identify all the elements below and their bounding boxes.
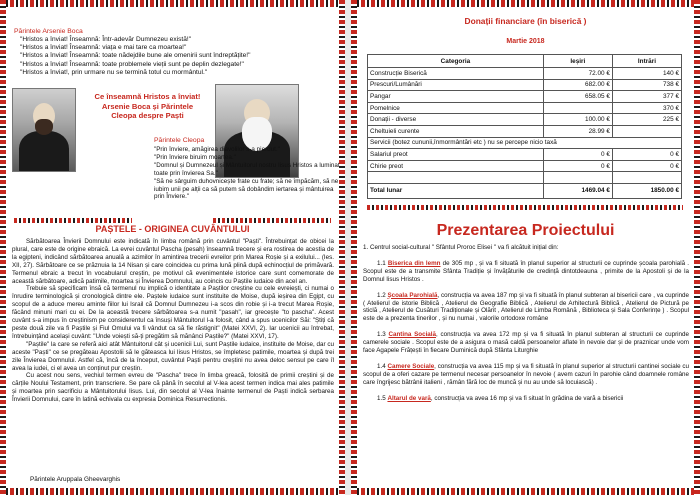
project-item (363, 395, 689, 403)
project-body (363, 244, 689, 411)
table-cell: 140 € (612, 68, 681, 80)
section-title: PAȘTELE - ORIGINEA CUVÂNTULUI (95, 224, 250, 234)
table-cell: 0 € (612, 160, 681, 172)
table-cell: 738 € (612, 79, 681, 91)
table-cell: 682.00 € (543, 79, 612, 91)
project-item-name: Cantina Socială (388, 331, 436, 339)
table-cell: Cheltuieli curente (368, 125, 544, 137)
cleopa-line: "Să ne sârguim duhovnicește frate cu frate; să ne împăcăm, să ne iubim unii pe alții ca să putem să dobândim iertarea și mântuirea prin Înviere." (154, 177, 339, 201)
table-cell: 0 € (543, 149, 612, 161)
project-intro: 1. Centrul social-cultural " Sfântul Proroc Elisei " va fi alcătuit inițial din: (363, 244, 559, 251)
ornament-border-top (351, 0, 700, 7)
project-item-name: Școala Parohială (387, 291, 438, 299)
project-item-number: 1.1 (377, 259, 386, 267)
left-page (0, 0, 345, 495)
table-cell: 1469.04 € (543, 183, 612, 198)
column-header: Categoria (368, 55, 544, 68)
table-cell (368, 172, 544, 184)
table-row (368, 137, 682, 149)
project-item-number: 1.4 (377, 362, 386, 370)
table-cell: 377 € (612, 91, 681, 103)
project-item-text: , construcția va avea 172 mp și va fi situată în planul subteran al structurii ce cuprinde camerele sociale . Scopul este de a asigura o masă caldă persoanelor aflate în nevoie dar și de praznicar unde vom face Agapele Frățești în fiecare Duminică după Sfânta Liturghie (363, 331, 689, 355)
table-cell (543, 172, 612, 184)
project-item (363, 292, 689, 324)
table-cell: Chirie preot (368, 160, 544, 172)
project-item-text: , construcția va avea 187 mp și va fi situată în planul subteran al bisericii care , va cuprinde ( Atelierul de istorie Biblică , Atelierul de Geografie Biblică , Atelierul de Arhitectură Biblică , Atelierul de Pictură pe sticlă , Atelierul de Cusături Tradiționale și Olărit , Atelierul de Limba Română , Biblioteca și Sala Conferințe ) . Scopul este de a prezenta tinerilor , și nu numai , valorile ortodoxe române (363, 291, 690, 323)
ornament-border-top (0, 0, 345, 7)
table-row (368, 68, 682, 80)
column-header: Ieșiri (543, 55, 612, 68)
table-cell: 0 € (543, 160, 612, 172)
table-cell: 0 € (612, 149, 681, 161)
table-header-row (368, 55, 682, 68)
finance-title: Donații financiare (în biserică ) (464, 16, 587, 26)
project-item-text: , construcția va avea 16 mp și va fi situat în grădina de vară a bisericii (430, 394, 624, 402)
project-item (363, 331, 689, 355)
table-cell (612, 125, 681, 137)
quotes-author: Părintele Arsenie Boca (14, 28, 83, 35)
article-paragraph: Cu acest nou sens, vechiul termen evreu de "Pascha" trece în limba greacă, folosită de primii creștini și de cărțile Noului Testament, prin transcriere. Se pare că până în secolul al V-lea acest termen indica mai ales patimile și moartea prin sacrificiu a Mântuitorului Iisus. Lui, din secolul al V-lea înainte termenul de Paști indică serbarea Învierii Domnului, care în latină echivala cu expresia Dominica Resurrectionis. (12, 372, 334, 404)
project-item (363, 260, 689, 284)
cleopa-author: Părintele Cleopa (154, 137, 205, 144)
table-cell: Construcție Biserică (368, 68, 544, 80)
project-item-name: Biserica din lemn (387, 259, 441, 267)
table-row (368, 160, 682, 172)
table-row (368, 114, 682, 126)
cleopa-quotes (154, 146, 340, 201)
project-title: Prezentarea Proiectului (436, 222, 615, 239)
project-item-text: de 305 mp , și va fi situată în planul superior al structurii ce cuprinde școala parohială . Scopul este de a transmite Sfânta Tradiție și învățăturile de credință dintotdeauna , primite de la Apostoli și de la Domnul Iisus Hristos . (363, 259, 689, 283)
table-row (368, 125, 682, 137)
table-cell: Total lunar (368, 183, 544, 198)
table-cell: 100.00 € (543, 114, 612, 126)
table-cell: 370 € (612, 102, 681, 114)
quote-line: "Hristos a înviat!, prin urmare nu se termină totul cu mormântul." (20, 68, 208, 76)
project-item-number: 1.2 (377, 291, 386, 299)
table-row (368, 183, 682, 198)
article-paragraph: "Paștile" la care se referă aici atât Mântuitorul cât și ucenicii Lui, sunt Paștile iudaice, instituite de Moise, dar cu aceste "Paști" ce se pregăteau Apostolii să le găteasca lui Iisus Hristos, se împletesc patimile, moartea și după trei zile Învierea Domnului. Astfel că, încă de la început, cuvântul Paști pentru creștini nu avea deloc sensul pe care îl avea la iudei, ci el avea un conținut pur creștin. (12, 340, 334, 372)
center-title: Ce înseamnă Hristos a înviat! Arsenie Boca și Părintele Cleopa despre Paști (94, 92, 201, 121)
ornament-border-right (694, 0, 700, 495)
quote-line: "Hristos a înviat! Înseamnă: viața e mai tare ca moartea!" (20, 44, 187, 52)
boca-quotes (20, 36, 290, 77)
article-paragraph: Sărbătoarea Învierii Domnului este indicată în limba română prin cuvântul "Paști". Întrebuințat de obicei la plural, care este de origine ebraică. La evrei cuvântul Pascha (pesah) înseamnă trecere și era rostirea de acestia de la egipteni, indicând sărbătoarea anuală a azimilor în amintirea trecerii evreilor prin Marea Roșie și a exilului... (Ies. XII, 27). Sărbătoare ce se prăznuia la 14 Nisan și care coincidea cu prima lună plină după echinocțiul de primăvară. Termenul ebraic a trecut în vocabularul creștin, pe motivul că evenimentele istorice care sunt comemorate de aceastǎ sărbǎtoare, adică patimile, moartea și Învierea Domnului, au coincis cu Paștile iudaice din acel an. (12, 238, 334, 285)
table-cell: 658.05 € (543, 91, 612, 103)
project-item-number: 1.3 (377, 331, 386, 339)
table-cell (543, 102, 612, 114)
ornament-border-bottom (351, 488, 700, 495)
portrait-arsenie-boca (12, 88, 76, 172)
project-item-text: , construcția va avea 115 mp și va fi situată în planul superior al structurii cantinei sociale cu scopul de a oferi cazare pe termenul necesar persoanelor în nevoie ( avem cazuri în parohie când doamnele române care îngrijesc bătrânii italieni , rămân fără loc de muncă și nu au unde să locuiască) . (363, 362, 689, 386)
table-cell: 1850.00 € (612, 183, 681, 198)
signature: Părintele Aruppala Gheevarghis (30, 476, 121, 483)
table-row (368, 172, 682, 184)
ornament-divider-right (213, 218, 331, 223)
project-item-name: Camere Sociale (387, 362, 435, 370)
table-row (368, 91, 682, 103)
table-row (368, 149, 682, 161)
ornament-divider (367, 205, 683, 210)
table-cell: Pangar (368, 91, 544, 103)
table-cell: Donații - diverse (368, 114, 544, 126)
ornament-border-left (0, 0, 6, 495)
cleopa-line: "Prin înviere, amăgirea diavolilor s-a pierdut." (154, 146, 280, 153)
table-cell: 28.99 € (543, 125, 612, 137)
quote-line: "Hristos a înviat! Înseamnă: toate nădejdile bune ale omenirii sunt îndreptățite!" (20, 52, 251, 60)
table-cell (612, 172, 681, 184)
table-cell: 72.00 € (543, 68, 612, 80)
project-item-number: 1.5 (377, 394, 386, 402)
article-body (12, 238, 334, 404)
table-cell: Servicii (botez cununii,înmormântări etc ) nu se percepe nicio taxă (368, 137, 682, 149)
table-cell: Prescuri/Lumânări (368, 79, 544, 91)
table-cell: 225 € (612, 114, 681, 126)
cleopa-line: "Prin înviere biruim moartea." (154, 153, 236, 161)
ornament-border-left (351, 0, 357, 495)
finance-table (367, 54, 682, 199)
ornament-border-right (339, 0, 345, 495)
table-row (368, 102, 682, 114)
ornament-border-bottom (0, 488, 345, 495)
table-cell: Pomelnice (368, 102, 544, 114)
table-row (368, 79, 682, 91)
table-cell: Salariul preot (368, 149, 544, 161)
article-paragraph: Trebuie să specificam însă că termenul nu implică o identitate a Paștilor creștine cu cele evreiești, ci numai o înrudire terminologică și cronologică dintre ele. Paștele iudaice sunt instituite de Moise, după ieșirea din Egipt, cu scopul de a aduce mereu aminte fiilor lui Israil că Domnul Dumnezeu i-a scos din robie și i-a trecut Marea Roșie, făcând minuni mari cu ei. De la această trecere sărbătoarea s-a numit "pasah", iar grecește "to pascha". Acest cuvânt s-a impus în creștinism pe considerentul ca însuși Mântuitorul l-a folosit, când a spus ucenicilor Săi: "Știți că peste două zile va fi Paștile și Fiul Omului va fi vândut ca să fie răstignit" (Matei XXVI, 2). Iar ucenicii au întrebat, întrebuințând același cuvânt: "Unde voiești să-ți pregătim să mănânci Paștile?" (Matei XXVI, 17). (12, 285, 334, 340)
right-page (351, 0, 700, 495)
column-header: Intrări (612, 55, 681, 68)
cleopa-line: "Domnul și Dumnezeul și Mântuitorul nostru Iisus Hristos a luminat toate prin învierea Sa." (154, 161, 340, 177)
project-item-name: Altarul de vară (387, 394, 431, 402)
project-item (363, 363, 689, 387)
ornament-divider-left (14, 218, 132, 223)
finance-date: Martie 2018 (506, 38, 545, 45)
quote-line: "Hristos a înviat! Înseamnă: Într-adevăr Dumnezeu există!" (20, 36, 192, 43)
quote-line: "Hristos a înviat! Înseamnă: toate problemele vieții sunt pe deplin dezlegate!" (20, 60, 244, 68)
